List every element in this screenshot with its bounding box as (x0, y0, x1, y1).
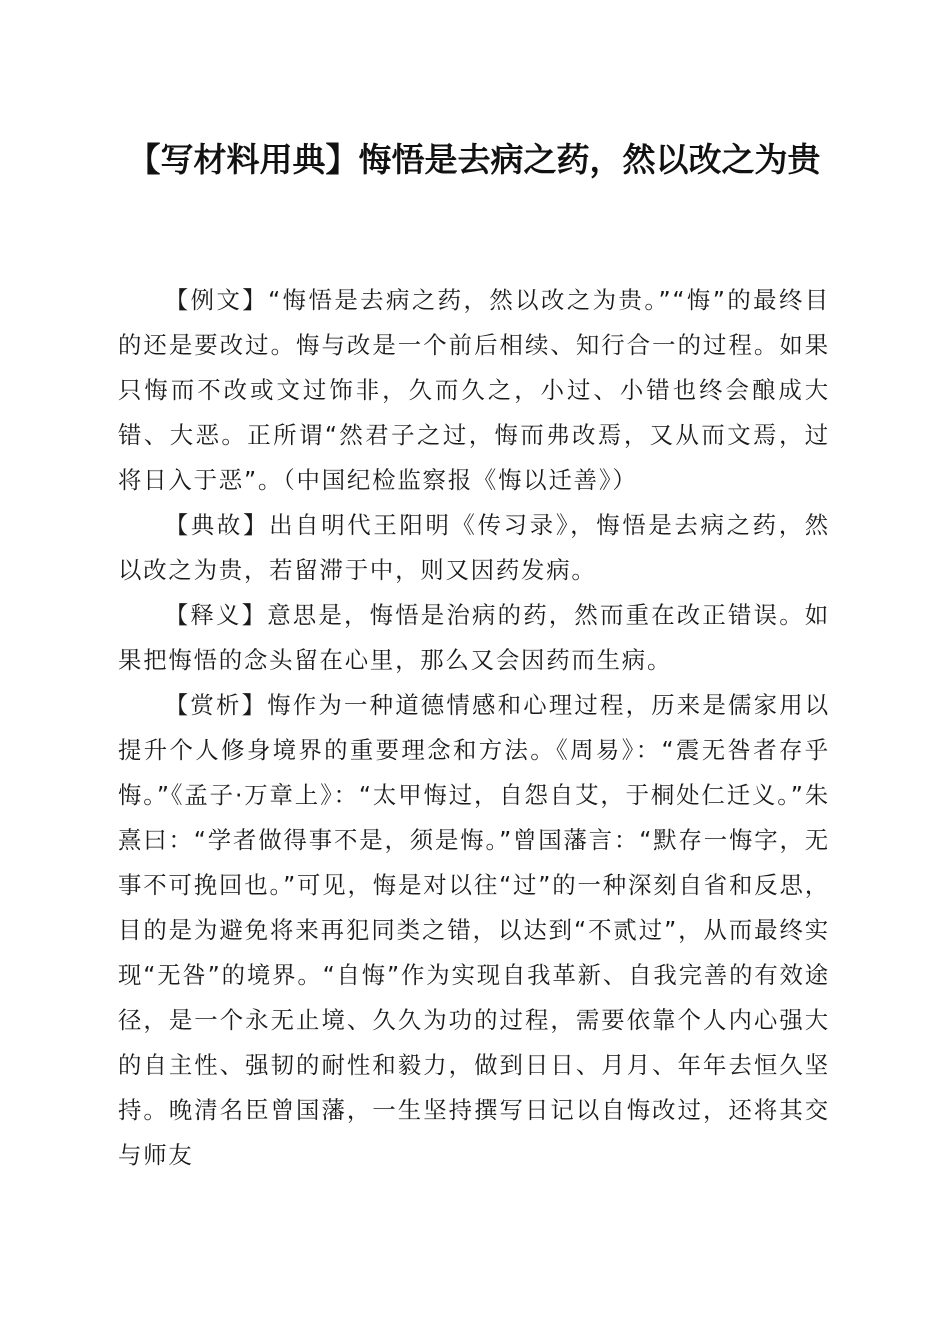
paragraph-example: 【例文】“悔悟是去病之药，然以改之为贵。”“悔”的最终目的还是要改过。悔与改是一个前后相续、知行合一的过程。如果只悔而不改或文过饰非，久而久之，小过、小错也终会酿成大错、大恶。正所谓“然君子之过，悔而弗改焉，又从而文焉，过将日入于恶”。（中国纪检监察报《悔以迁善》） (118, 286, 830, 494)
paragraph-meaning: 【释义】意思是，悔悟是治病的药，然而重在改正错误。如果把悔悟的念头留在心里，那么又会因药而生病。 (118, 601, 830, 674)
document-body (118, 278, 830, 1178)
paragraph-allusion: 【典故】出自明代王阳明《传习录》，悔悟是去病之药，然以改之为贵，若留滞于中，则又因药发病。 (118, 511, 830, 584)
document-title: 【写材料用典】悔悟是去病之药，然以改之为贵 (127, 140, 821, 179)
paragraph-appreciation: 【赏析】悔作为一种道德情感和心理过程，历来是儒家用以提升个人修身境界的重要理念和方法。《周易》：“震无咎者存乎悔。”《孟子·万章上》：“太甲悔过，自怨自艾，于桐处仁迁义。”朱熹曰：“学者做得事不是，须是悔。”曾国藩言：“默存一悔字，无事不可挽回也。”可见，悔是对以往“过”的一种深刻自省和反思，目的是为避免将来再犯同类之错，以达到“不贰过”，从而最终实现“无咎”的境界。“自悔”作为实现自我革新、自我完善的有效途径，是一个永无止境、久久为功的过程，需要依靠个人内心强大的自主性、强韧的耐性和毅力，做到日日、月月、年年去恒久坚持。晚清名臣曾国藩，一生坚持撰写日记以自悔改过，还将其交与师友 (118, 691, 830, 1169)
